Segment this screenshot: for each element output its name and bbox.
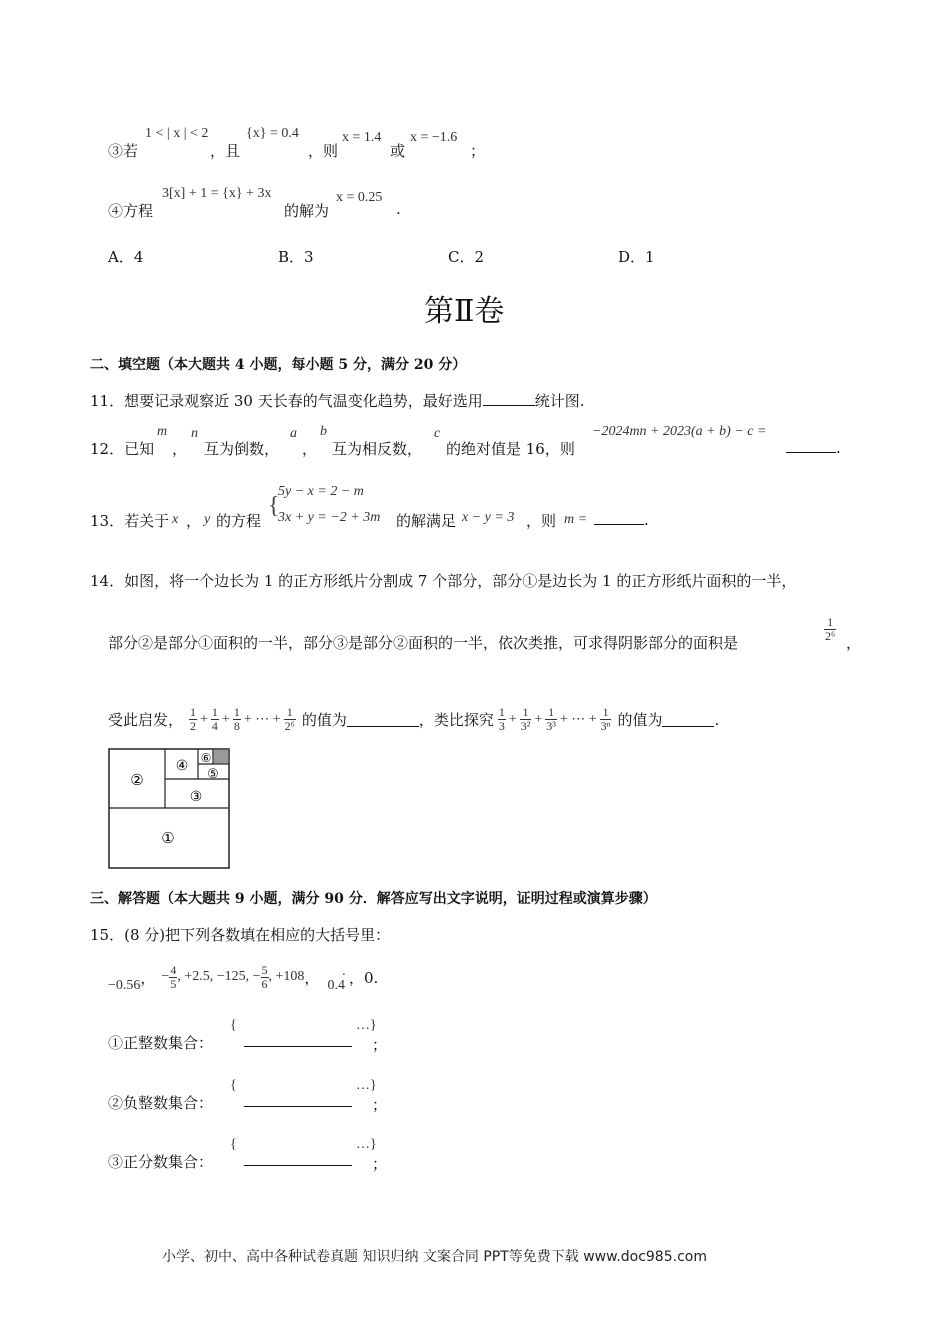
sum1-n2: 1 xyxy=(211,705,218,719)
q13-t1: 的方程 xyxy=(216,512,262,530)
sum1-dots: + ⋯ + xyxy=(243,712,281,727)
q15-zero: ，0. xyxy=(348,968,379,987)
section3-heading: 三、解答题（本大题共 9 小题，满分 90 分．解答应写出文字说明，证明过程或演算步骤） xyxy=(90,891,657,907)
q14-blank1[interactable] xyxy=(347,712,419,727)
q12-num: 12．已知 xyxy=(90,440,155,458)
set-positive-fractions xyxy=(108,1151,213,1172)
sum2-plus2: + xyxy=(534,711,543,727)
figure-label-2: ② xyxy=(130,771,144,789)
sum1-d4: 2⁶ xyxy=(284,719,295,733)
q13-brace: { xyxy=(268,493,280,519)
set-negative-integers xyxy=(108,1092,213,1113)
q14-square-figure xyxy=(108,748,232,870)
q10-item3-cond1: 1 < | x | < 2 xyxy=(145,126,209,141)
q14-line1: 14．如图，将一个边长为 1 的正方形纸片分割成 7 个部分，部分①是边长为 1 的正方形纸片面积的一半， xyxy=(90,572,797,590)
q12-a: a xyxy=(290,426,297,441)
q13-m: m = xyxy=(564,512,588,527)
q11 xyxy=(90,390,585,411)
sum2-n2: 1 xyxy=(520,706,532,720)
q13-t2: 的解满足 xyxy=(396,512,457,530)
figure-label-6: ⑥ xyxy=(200,751,212,765)
q15-rep-dot: · xyxy=(341,968,347,983)
sum2-n3: 1 xyxy=(545,706,557,720)
q12-expr: −2024mn + 2023(a + b) − c = xyxy=(592,424,767,439)
section2-heading: 二、填空题（本大题共 4 小题，每小题 5 分，满分 20 分） xyxy=(90,357,467,373)
sum1-d3: 8 xyxy=(233,719,240,733)
option-b: B．3 xyxy=(278,248,314,266)
set1-label: ①正整数集合： xyxy=(108,1034,214,1052)
set2-label: ②负整数集合： xyxy=(108,1094,214,1112)
q14-line2: 部分②是部分①面积的一半，部分③是部分②面积的一半，依次类推，可求得阴影部分的面积是 xyxy=(108,634,739,652)
footer-text: 小学、初中、高中各种试卷真题 知识归纳 文案合同 PPT等免费下载 www.doc985.com xyxy=(162,1249,707,1265)
sum1-d2: 4 xyxy=(211,719,218,733)
figure-label-3: ③ xyxy=(189,789,203,805)
q12-end: . xyxy=(836,439,841,457)
q10-item3-ans2: x = −1.6 xyxy=(410,130,458,145)
sum2-d4: 3ⁿ xyxy=(600,719,611,733)
set2-brace-open: { xyxy=(230,1078,237,1093)
q10-item3-mid3: 或 xyxy=(390,142,406,160)
q15-repeating xyxy=(327,968,347,994)
set1-blank[interactable] xyxy=(244,1032,352,1047)
sum2-dots: + ⋯ + xyxy=(559,712,597,727)
q13-eq2: 3x + y = −2 + 3m xyxy=(278,510,381,525)
q14-shade-den: 2⁶ xyxy=(825,629,836,643)
q10-item3-cond2: {x} = 0.4 xyxy=(246,126,299,141)
q11-after: 统计图. xyxy=(534,392,585,410)
q15-frac2-num: 5 xyxy=(261,962,268,977)
q14-shade-num: 1 xyxy=(824,616,836,630)
q10-item3-ans1: x = 1.4 xyxy=(342,130,382,145)
q12-t3: 的绝对值是 16，则 xyxy=(446,440,575,458)
q15-num-b: , +2.5, −125, − xyxy=(177,969,261,984)
q11-text: 11．想要记录观察近 30 天长春的气温变化趋势，最好选用 xyxy=(90,392,483,410)
q12-t1: 互为倒数， xyxy=(204,440,280,458)
q10-item3 xyxy=(108,140,138,161)
q14-line3 xyxy=(108,706,719,733)
q15-num-a: −0.56 xyxy=(108,978,141,993)
sum1-plus1: + xyxy=(200,711,208,727)
option-c: C．2 xyxy=(448,248,485,266)
q10-item3-mid1: ，且 xyxy=(210,142,241,160)
set-positive-integers xyxy=(108,1032,213,1053)
q10-item4-mid: 的解为 xyxy=(284,202,330,220)
sum1-n3: 1 xyxy=(233,705,240,719)
q13-end: . xyxy=(644,511,649,529)
q10-item4-prefix: ④方程 xyxy=(108,202,154,220)
q14-line3-c: ，类比探究 xyxy=(418,711,494,729)
set2-blank[interactable] xyxy=(244,1092,352,1107)
sum2-n1: 1 xyxy=(498,705,505,719)
set1-brace-open: { xyxy=(230,1018,237,1033)
q10-item3-mid2: ，则 xyxy=(308,142,339,160)
q15-num-c: , +108 xyxy=(268,969,305,984)
sum2-d1: 3 xyxy=(498,719,505,733)
q15-text: 15．(8 分)把下列各数填在相应的大括号里： xyxy=(90,926,391,944)
q13-eq1: 5y − x = 2 − m xyxy=(278,484,364,499)
option-a: A．4 xyxy=(108,248,144,266)
q14-line3-d: 的值为 xyxy=(617,711,663,729)
q14-blank2[interactable] xyxy=(662,712,714,727)
sum1-d1: 2 xyxy=(190,719,197,733)
q13-comma: ， xyxy=(186,512,202,530)
q15-frac2-den: 6 xyxy=(261,976,268,991)
q15-numbers xyxy=(108,960,378,994)
q12-b: b xyxy=(320,424,327,439)
q12-m: m xyxy=(157,424,168,439)
q12-c: c xyxy=(434,426,441,441)
q15-rep-value: 0.4 xyxy=(327,978,345,993)
q13-num: 13．若关于 xyxy=(90,512,170,530)
q13-y: y xyxy=(204,512,211,527)
q11-blank[interactable] xyxy=(483,391,535,406)
option-d: D．1 xyxy=(618,248,655,266)
sum2-d2: 3² xyxy=(520,719,531,733)
q12-answer xyxy=(786,438,841,457)
q10-item4-end: . xyxy=(396,200,401,218)
q14-shade-frac xyxy=(824,616,836,643)
set1-brace-close: …} xyxy=(356,1018,377,1033)
q12-comma2: ， xyxy=(302,440,318,458)
q14-line3-a: 受此启发， xyxy=(108,711,184,729)
q12-comma1: ， xyxy=(172,440,188,458)
set3-brace-open: { xyxy=(230,1137,237,1152)
q15-frac1-num: 4 xyxy=(170,962,177,977)
q12-n: n xyxy=(191,426,198,441)
q15-frac1-den: 5 xyxy=(170,976,177,991)
q15-sep1: ， xyxy=(140,968,156,987)
q13-cond: x − y = 3 xyxy=(462,510,515,525)
q14-line2-end: ， xyxy=(846,634,862,652)
q12-blank[interactable] xyxy=(786,438,836,453)
sum1-n1: 1 xyxy=(190,705,197,719)
q10-item3-end: ； xyxy=(470,142,486,160)
q13-blank[interactable] xyxy=(594,510,644,525)
set2-brace-close: …} xyxy=(356,1078,377,1093)
sum2-plus1: + xyxy=(508,711,517,727)
q12-t2: 互为相反数， xyxy=(332,440,423,458)
set3-brace-close: …} xyxy=(356,1137,377,1152)
q10-item3-prefix: ③若 xyxy=(108,142,139,160)
q14-line3-b: 的值为 xyxy=(301,711,347,729)
set3-blank[interactable] xyxy=(244,1151,352,1166)
q10-item4-eq: 3[x] + 1 = {x} + 3x xyxy=(162,186,272,201)
q14-line3-end: . xyxy=(714,710,720,729)
q10-item4-sol: x = 0.25 xyxy=(336,190,383,205)
set3-end: ； xyxy=(372,1155,388,1173)
set3-label: ③正分数集合： xyxy=(108,1153,214,1171)
part2-title: 第Ⅱ卷 xyxy=(424,294,505,329)
sum2-n4: 1 xyxy=(600,706,612,720)
sum2-d3: 3³ xyxy=(546,719,556,733)
q13-answer xyxy=(594,510,649,529)
sum1-n4: 1 xyxy=(284,706,296,720)
figure-label-1: ① xyxy=(161,829,175,847)
figure-label-5: ⑤ xyxy=(207,767,219,782)
figure-label-4: ④ xyxy=(175,758,189,774)
set2-end: ； xyxy=(372,1096,388,1114)
q13-x: x xyxy=(172,512,179,527)
sum1-plus2: + xyxy=(221,711,230,727)
figure-shaded-part xyxy=(213,749,229,764)
q15-frac1-sign: − xyxy=(161,969,170,984)
q15-sep2: ， xyxy=(304,968,320,987)
set1-end: ； xyxy=(372,1036,388,1054)
q13-t3: ，则 xyxy=(526,512,557,530)
